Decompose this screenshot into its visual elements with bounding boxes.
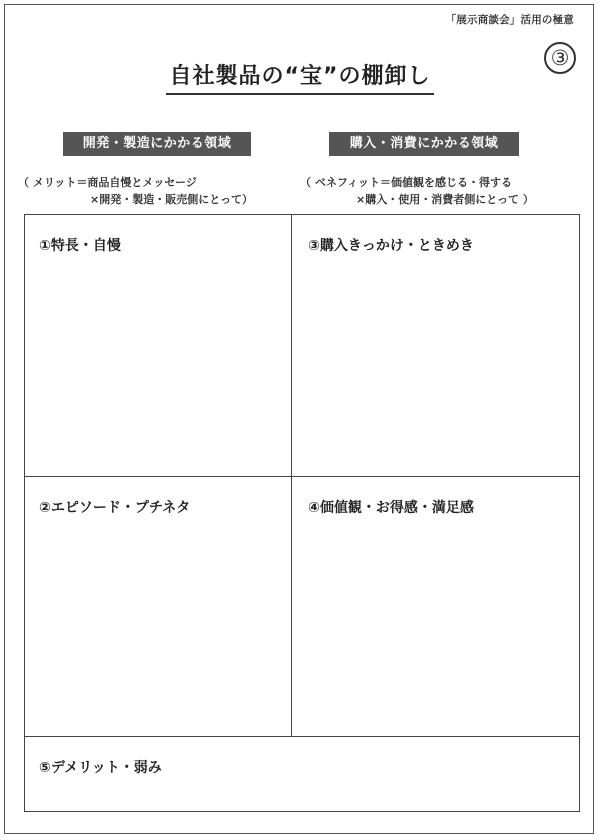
inventory-grid [24,214,580,812]
cell-values [292,477,579,737]
cell-weaknesses [25,737,579,811]
cell-purchase-trigger [292,215,579,477]
cell-label-values: ④価値観・お得感・満足感 [308,500,474,516]
note-development-line2: ×開発・製造・販売側にとって） [90,193,253,206]
cell-label-weaknesses: ⑤デメリット・弱み [39,760,162,776]
category-label-development: 開発・製造にかかる領域 [63,132,251,156]
cell-label-features: ①特長・自慢 [39,238,121,254]
page-title-text: 自社製品の“宝”の棚卸し [166,62,435,95]
category-label-purchase: 購入・消費にかかる領域 [329,132,519,156]
cell-features [25,215,292,477]
note-development-line1: （ メリット＝商品自慢とメッセージ [18,176,197,189]
note-purchase [300,174,534,208]
note-purchase-line2: ×購入・使用・消費者側にとって ） [356,193,534,206]
cell-label-episodes: ②エピソード・プチネタ [39,500,191,516]
cell-episodes [25,477,292,737]
sheet-number-badge: ③ [544,42,576,74]
cell-label-purchase-trigger: ③購入きっかけ・ときめき [308,238,474,254]
header-note: 「展示商談会」活用の極意 [445,14,574,26]
note-development [18,174,253,208]
note-purchase-line1: （ ベネフィット＝価値観を感じる・得する [300,176,512,189]
page-title [0,62,600,95]
